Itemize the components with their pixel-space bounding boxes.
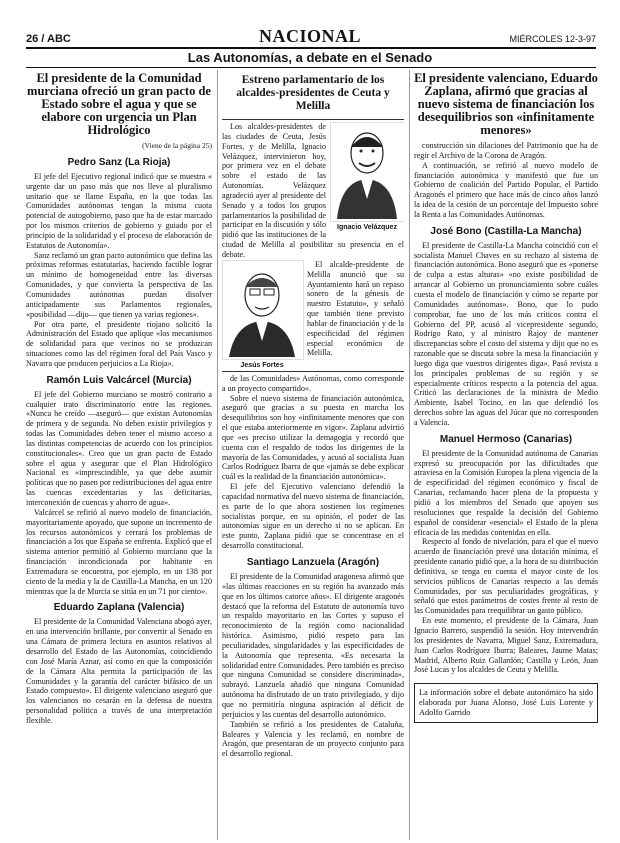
column-divider bbox=[409, 70, 410, 840]
paragraph: El jefe del Ejecutivo regional indicó que se muestra « urgente dar un paso más que nos lleve al pluralismo unitario que se llame España, en la que todas las Comunidades autónomas tengan la misma cuota potencial de autogobierno, paso que ha de estar marcado por los mismos criterios de gobierno y guiado por el principio de la solidaridad y el proceso de elaboración de Estatutos de Autonomía». bbox=[26, 171, 212, 250]
article-headline: Estreno parlamentario de los alcaldes-presidentes de Ceuta y Melilla bbox=[236, 74, 390, 112]
column-divider bbox=[217, 70, 218, 840]
paragraph: Sobre el nuevo sistema de financiación autonómica, aseguró que gracias a su puesta en marcha los desequilibrios son hoy «infinitamente menores que con el que estaba anteriormente en vigor». Zaplana advirtió que «es preciso utilizar la demagogia y recordó que cuenta con el respaldo de todos los dirigentes de la mayoría de las Comunidades, y acusó al socialista Juan Carlos Rodríguez Ibarra de que «jamás se debe explicar cuál es la realidad de la financiación autonómica». bbox=[222, 393, 404, 482]
section-heading: Santiago Lanzuela (Aragón) bbox=[246, 557, 380, 568]
photo-caption: Jesús Fortes bbox=[240, 361, 284, 369]
photo-caption: Ignacio Velázquez bbox=[337, 224, 397, 231]
paragraph: A continuación, se refirió al nuevo modelo de financiación autonómica y manifestó que fue un Gobierno de coalición del Partido Popular, el Partido Aragonés el primero que hace más de cinco años lanzó la idea de la cesión de un porcentaje del Impuesto sobre la Renta a las Comunidades Autónomas. bbox=[414, 160, 598, 219]
paragraph: El presidente de la Comunidad autónoma de Canarias expresó su preocupación por las dificultades que atraviesa en la Comisión Europea la plena vigencia de la de especificidad del régimen económico y fiscal de Canarias, reclamando hacer plena de la propuesta y pidió a los miembros del Senado que apoyen sus resoluciones que respalde la decisión del Gobierno español de considerar «esencial» el Estado de la plena eficacia de las medidas contenidas en ella. bbox=[414, 448, 598, 537]
portrait-image bbox=[330, 122, 404, 222]
section-heading: José Bono (Castilla-La Mancha) bbox=[430, 225, 582, 237]
paragraph: El jefe del Gobierno murciano se mostró contrario a cualquier trato discriminatorio entre las regiones. «Nunca he creído —aseguró— que existan Autonomías de primera y de segunda. No deben existir privilegios y todas las Comunidades deben tener el mismo acceso a las distintas competencias de acuerdo con los principios constitucionales». Creo que un gran pacto de Estado sobre el agua y asegurar que el Plan Hidrológico Nacional es «imprescindible, ya que debe asumir políticas que no pasen por redistribuciones del agua entre las cuencas excedentarias y las deficitarias, interconexión de cuencas y ahorro de agua». bbox=[26, 389, 212, 507]
subtitle-rule bbox=[26, 67, 596, 68]
section-heading: Ramón Luis Valcárcel (Murcia) bbox=[46, 374, 192, 386]
paragraph: En este momento, el presidente de la Cámara, Juan Ignacio Barrero, suspendió la sesión. Hoy intervendrán los presidentes de Navarra, Miguel Sanz, Extremadura, Juan Carlos Rodríguez Ibarra; Baleares, Jaume Matas; Madrid, Alberto Ruiz Gallardón; Castilla y León, Juan José Lucas y los alcaldes de Ceuta y Melilla. bbox=[414, 616, 598, 675]
header-rule bbox=[26, 47, 596, 49]
article-column-center bbox=[222, 70, 404, 840]
page-number: 26 / ABC bbox=[26, 33, 71, 45]
paragraph: Sanz reclamó un gran pacto autonómico que defina las próximas reformas estatutarias, haciendo factible lograr un mínimo de homogeneidad entre las diversas Comunidades, y que convierta la perspectiva de las Comunidades autónomas puedan disolver anticipadamente sus Parlamentos regionales, «posibilidad —dijo— que tienen ya varias regiones». bbox=[26, 250, 212, 319]
paragraph: El presidente de Castilla-La Mancha coincidió con el socialista Manuel Chaves en su rechazo al sistema de financiación autonómica. Bono aseguró que es «ponerse de culpa a estas alturas» «no existe posibilidad de arrancar al Gobierno un pronunciamiento sobre cuáles cuesta el modelo de financiación y cómo se reparte por Comunidades autónomas». Bono, que lo pudo comprobar, fue uno de los más críticos contra el Gobierno del PP, acusó al vicepresidente segundo, Rodrigo Rato, y al ministro Rajoy de mantener discrepancias sobre el costo del sistema y dijo que no es razonable que se discuta sobre la mesa la financiación y luego diga que vuestros dirigentes diga». Pasó revista a los principales problemas de su región y se especialmente críticos respecto a la potencia del agua. Criticó las declaraciones de la ministra de Medio Ambiente, Isabel Tocino, en las que defendió los derechos sobre las aguas del Júcar que no corresponden a Valencia. bbox=[414, 240, 598, 427]
paragraph: Respecto al fondo de nivelación, para el que el nuevo acuerdo de financiación prevé una dotación mínima, el presidente canario pidió que, a la hora de su distribución definitiva, se tenga en cuenta el mayor coste de los servicios públicos de Canarias respecto a las demás Comunidades, por sus peculiaridades geográficas, y señaló que estos parámetros de costes frente al resto de las Comunidades para reequilibrar un gasto público. bbox=[414, 537, 598, 616]
paragraph: El presidente de la Comunidad Valenciana abogó ayer, en una intervención brillante, por convertir al Senado en una Cámara de primera lectura en asuntos relativos al desarrollo del Estado de las Autonomías, coincidiendo con José María Aznar, así como en que la composición de la Cámara Alta permita la participación de las Comunidades y la garantía del carácter bifásico de un Estado compuesto». El dirigente valenciano aseguró que los valencianos no cesarán en la defensa de nuestra personalidad política a través de una interpretación flexible. bbox=[26, 617, 212, 725]
paragraph: Valcárcel se refirió al nuevo modelo de financiación, mayoritariamente apoyado, que supone un incremento de los recursos autonómicos y cerrará los problemas de financiación a los que España se enfrenta. Explicó que el sistema anterior permitió al Gobierno murciano que la financiación incondicionada por habitante en Extremadura se encuentra, por ejemplo, en un 138 por ciento de la media y la de Castilla-La Mancha, en un 120 mientras que la de Murcia se sitúa en un 71 por ciento». bbox=[26, 507, 212, 596]
paragraph: El alcalde-presidente de Melilla anunció que su Ayuntamiento hará un repaso sonero de la génesis de nuestro Estatuto», y señaló que también tiene previsto hablar de financiación y de la especificidad del régimen especial económico de Melilla. bbox=[307, 259, 404, 358]
issue-date: MIÉRCOLES 12-3-97 bbox=[509, 34, 596, 44]
section-heading: Eduardo Zaplana (Valencia) bbox=[53, 602, 185, 614]
photo-velazquez bbox=[330, 122, 404, 231]
continuation-note: (Viene de la página 25) bbox=[142, 141, 212, 150]
section-heading: Manuel Hermoso (Canarias) bbox=[439, 433, 573, 445]
article-column-right bbox=[414, 70, 598, 840]
portrait-image bbox=[222, 260, 304, 360]
section-heading: Pedro Sanz (La Rioja) bbox=[67, 156, 171, 168]
page-header bbox=[0, 0, 620, 46]
paragraph: Los alcaldes-presidentes de las ciudades de Ceuta, Jesús Fortes, y de Melilla, Ignacio Velázquez, intervinieron hoy, por primera vez en el debate sobre el estado de las Autonomías. Velázquez agradeció ayer al presidente del Senado y a todos los grupos parlamentarios la posibilidad de participar en la discusión y sólo pidió que las instituciones de la ciudad de Melilla al posibilitar su presencia en el debate. bbox=[222, 122, 404, 259]
credits-box: La información sobre el debate autonómico ha sido elaborada por Juana Alonso, José Luis Lorente y Adolfo Garrido bbox=[414, 683, 598, 723]
paragraph: El jefe del Ejecutivo valenciano defendió la capacidad normativa del nuevo sistema de financiación, es parte de lo que ahora sostienen los regímenes socialistas porque, en su opinión, el poder de las autonomías sigue en un derecho si no se aplican. En este punto, Zaplana pidió que se concentrase en el desarrollo constitucional. bbox=[222, 482, 404, 551]
paragraph: El presidente de la Comunidad aragonesa afirmó que «las últimas reacciones en su región ha avanzado más que en los últimos catorce años». El dirigente aragonés destacó que la reforma del Estatuto de autonomía tuvo un respaldo mayoritario en las Cortes y supuso el reconocimiento de la región como nacionalidad histórica. Asimismo, pidió respeto para las peculiaridades, singularidades y las especificidades de la Autonomía que representa. «Es necesaria la solidaridad entre Comunidades. Pero también es preciso que ninguna Comunidad se considere discriminada», subrayó. Lanzuela añadió que ninguna Comunidad autónoma ha disfrutado de un trato privilegiado, y dijo que no permitiría ninguna aspiración al déficit de perjuicios y las cuentas del desarrollo autonómico. bbox=[222, 572, 404, 719]
paragraph: construcción sin dilaciones del Patrimonio que ha de regir el Archivo de la Corona de Aragón. bbox=[414, 141, 598, 160]
section-title: NACIONAL bbox=[258, 26, 361, 46]
photo-fortes bbox=[222, 260, 302, 369]
article-headline: El presidente de la Comunidad murciana ofreció un gran pacto de Estado sobre el agua y que se elabore con urgencia un Plan Hidrológico bbox=[27, 71, 211, 137]
article-column-left bbox=[26, 70, 212, 840]
paragraph: También se refirió a los presidentes de Cataluña, Baleares y Valencia y les reclamó, en nombre de Aragón, que presentaran de un proyecto conjunto para el desarrollo regional. bbox=[222, 719, 404, 759]
paragraph: Por otra parte, el presidente riojano solicitó la Administración del Estado que aplique «los mecanismos de solidaridad para que vecinos no se produzcan situaciones como las del régimen foral del País Vasco y Navarra que producen perjuicios a La Rioja». bbox=[26, 319, 212, 368]
section-subtitle: Las Autonomías, a debate en el Senado bbox=[187, 50, 433, 65]
divider bbox=[222, 119, 404, 120]
divider bbox=[222, 371, 404, 372]
paragraph: de las Comunidades» Autónomas, como corresponde a un proyecto compartido». bbox=[222, 373, 404, 393]
article-headline: El presidente valenciano, Eduardo Zaplana, afirmó que gracias al nuevo sistema de financiación los desequilibrios son «infinitamente menores» bbox=[414, 71, 598, 137]
